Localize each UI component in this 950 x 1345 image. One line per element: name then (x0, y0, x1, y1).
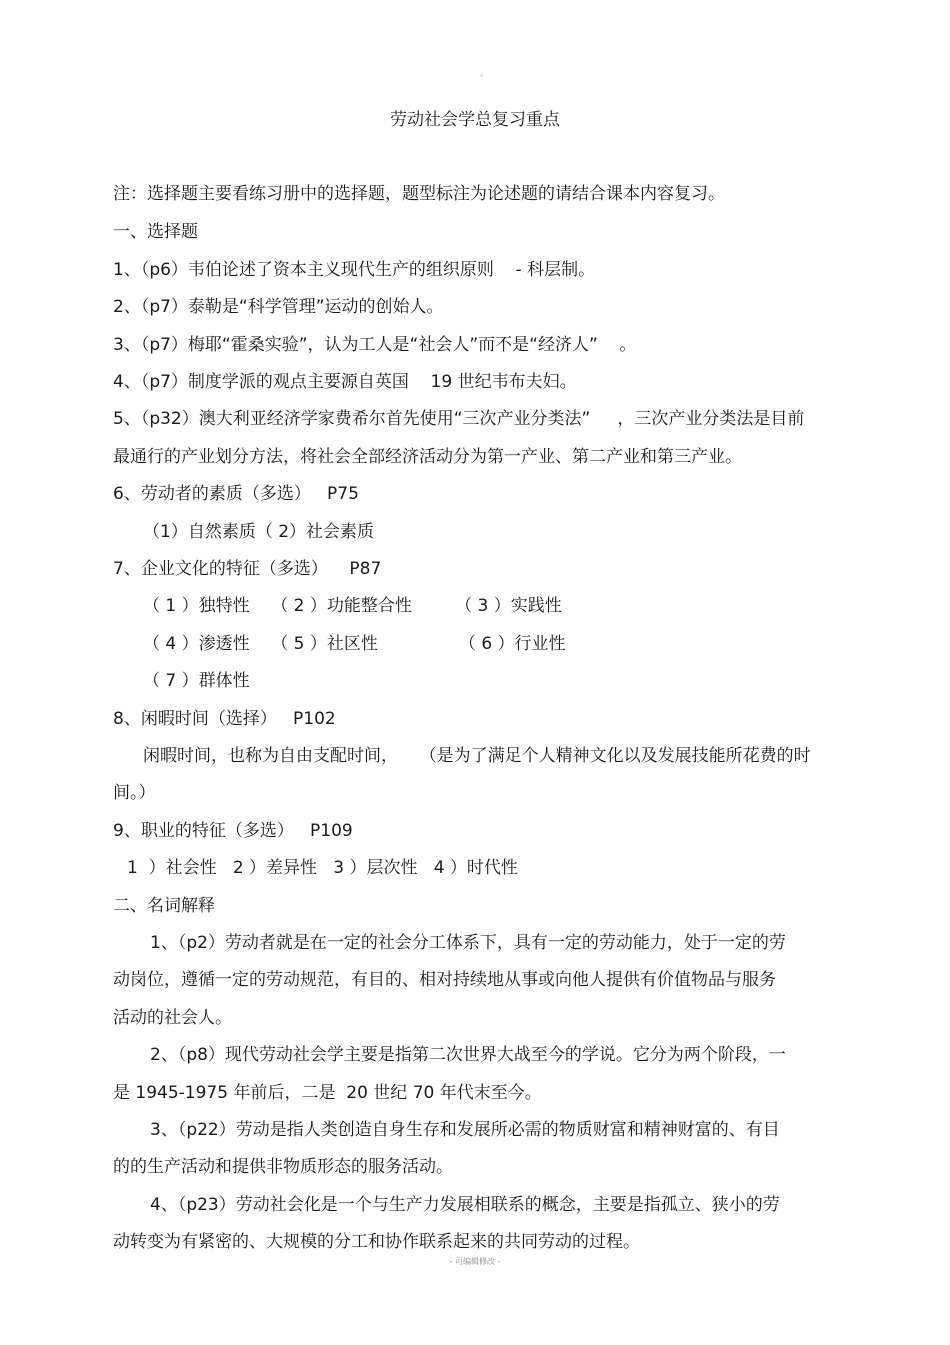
choice-item-9: 9、职业的特征（多选） P109 (113, 821, 353, 841)
term-4-line-2: 动转变为有紧密的、大规模的分工和协作联系起来的共同劳动的过程。 (113, 1232, 640, 1252)
choice-item-7: 7、企业文化的特征（多选） P87 (113, 559, 382, 579)
term-2-line-2: 是 1945-1975 年前后，二是 20 世纪 70 年代末至今。 (113, 1083, 542, 1103)
choice-item-7-options-a: （ 1 ）独特性 （ 2 ）功能整合性 （ 3 ）实践性 (143, 596, 562, 616)
choice-item-2: 2、（p7）泰勒是“科学管理”运动的创始人。 (113, 297, 444, 317)
term-1-line-1: 1、（p2）劳动者就是在一定的社会分工体系下，具有一定的劳动能力，处于一定的劳 (150, 933, 786, 953)
term-1-line-3: 活动的社会人。 (113, 1008, 232, 1028)
choice-item-7-options-b: （ 4 ）渗透性 （ 5 ）社区性 （ 6 ）行业性 (143, 634, 566, 654)
choice-item-9-options: 1 ）社会性 2 ）差异性 3 ）层次性 4 ）时代性 (127, 858, 518, 878)
note-text: 注：选择题主要看练习册中的选择题，题型标注为论述题的请结合课本内容复习。 (113, 184, 725, 204)
choice-item-3: 3、（p7）梅耶“霍桑实验”，认为工人是“社会人”而不是“经济人” 。 (113, 335, 637, 355)
choice-item-6: 6、劳动者的素质（多选） P75 (113, 484, 359, 504)
document-title: 劳动社会学总复习重点 (390, 110, 560, 130)
choice-item-8-text-cont: 间。） (113, 783, 156, 803)
page-footer: - 可编辑修改 - (449, 1257, 501, 1266)
section-heading-choice: 一、选择题 (113, 222, 198, 242)
choice-item-4: 4、（p7）制度学派的观点主要源自英国 19 世纪韦布夫妇。 (113, 372, 577, 392)
choice-item-8-text: 闲暇时间，也称为自由支配时间， （是为了满足个人精神文化以及发展技能所花费的时 (143, 746, 811, 766)
choice-item-5: 5、（p32）澳大利亚经济学家费希尔首先使用“三次产业分类法” ，三次产业分类法是目前 (113, 409, 805, 429)
term-4-line-1: 4、（p23）劳动社会化是一个与生产力发展相联系的概念，主要是指孤立、狭小的劳 (150, 1195, 780, 1215)
term-3-line-1: 3、（p22）劳动是指人类创造自身生存和发展所必需的物质财富和精神财富的、有目 (150, 1120, 780, 1140)
term-1-line-2: 动岗位，遵循一定的劳动规范，有目的、相对持续地从事或向他人提供有价值物品与服务 (113, 970, 776, 990)
choice-item-5-cont: 最通行的产业划分方法，将社会全部经济活动分为第一产业、第二产业和第三产业。 (113, 447, 742, 467)
choice-item-7-options-c: （ 7 ）群体性 (143, 671, 250, 691)
term-3-line-2: 的的生产活动和提供非物质形态的服务活动。 (113, 1157, 453, 1177)
top-mark: 。 (480, 69, 490, 79)
choice-item-8: 8、闲暇时间（选择） P102 (113, 709, 336, 729)
choice-item-1: 1、（p6）韦伯论述了资本主义现代生产的组织原则 - 科层制。 (113, 260, 596, 280)
term-2-line-1: 2、（p8）现代劳动社会学主要是指第二次世界大战至今的学说。它分为两个阶段，一 (150, 1045, 786, 1065)
section-heading-terms: 二、名词解释 (113, 896, 215, 916)
choice-item-6-options: （1）自然素质（ 2）社会素质 (143, 522, 375, 542)
